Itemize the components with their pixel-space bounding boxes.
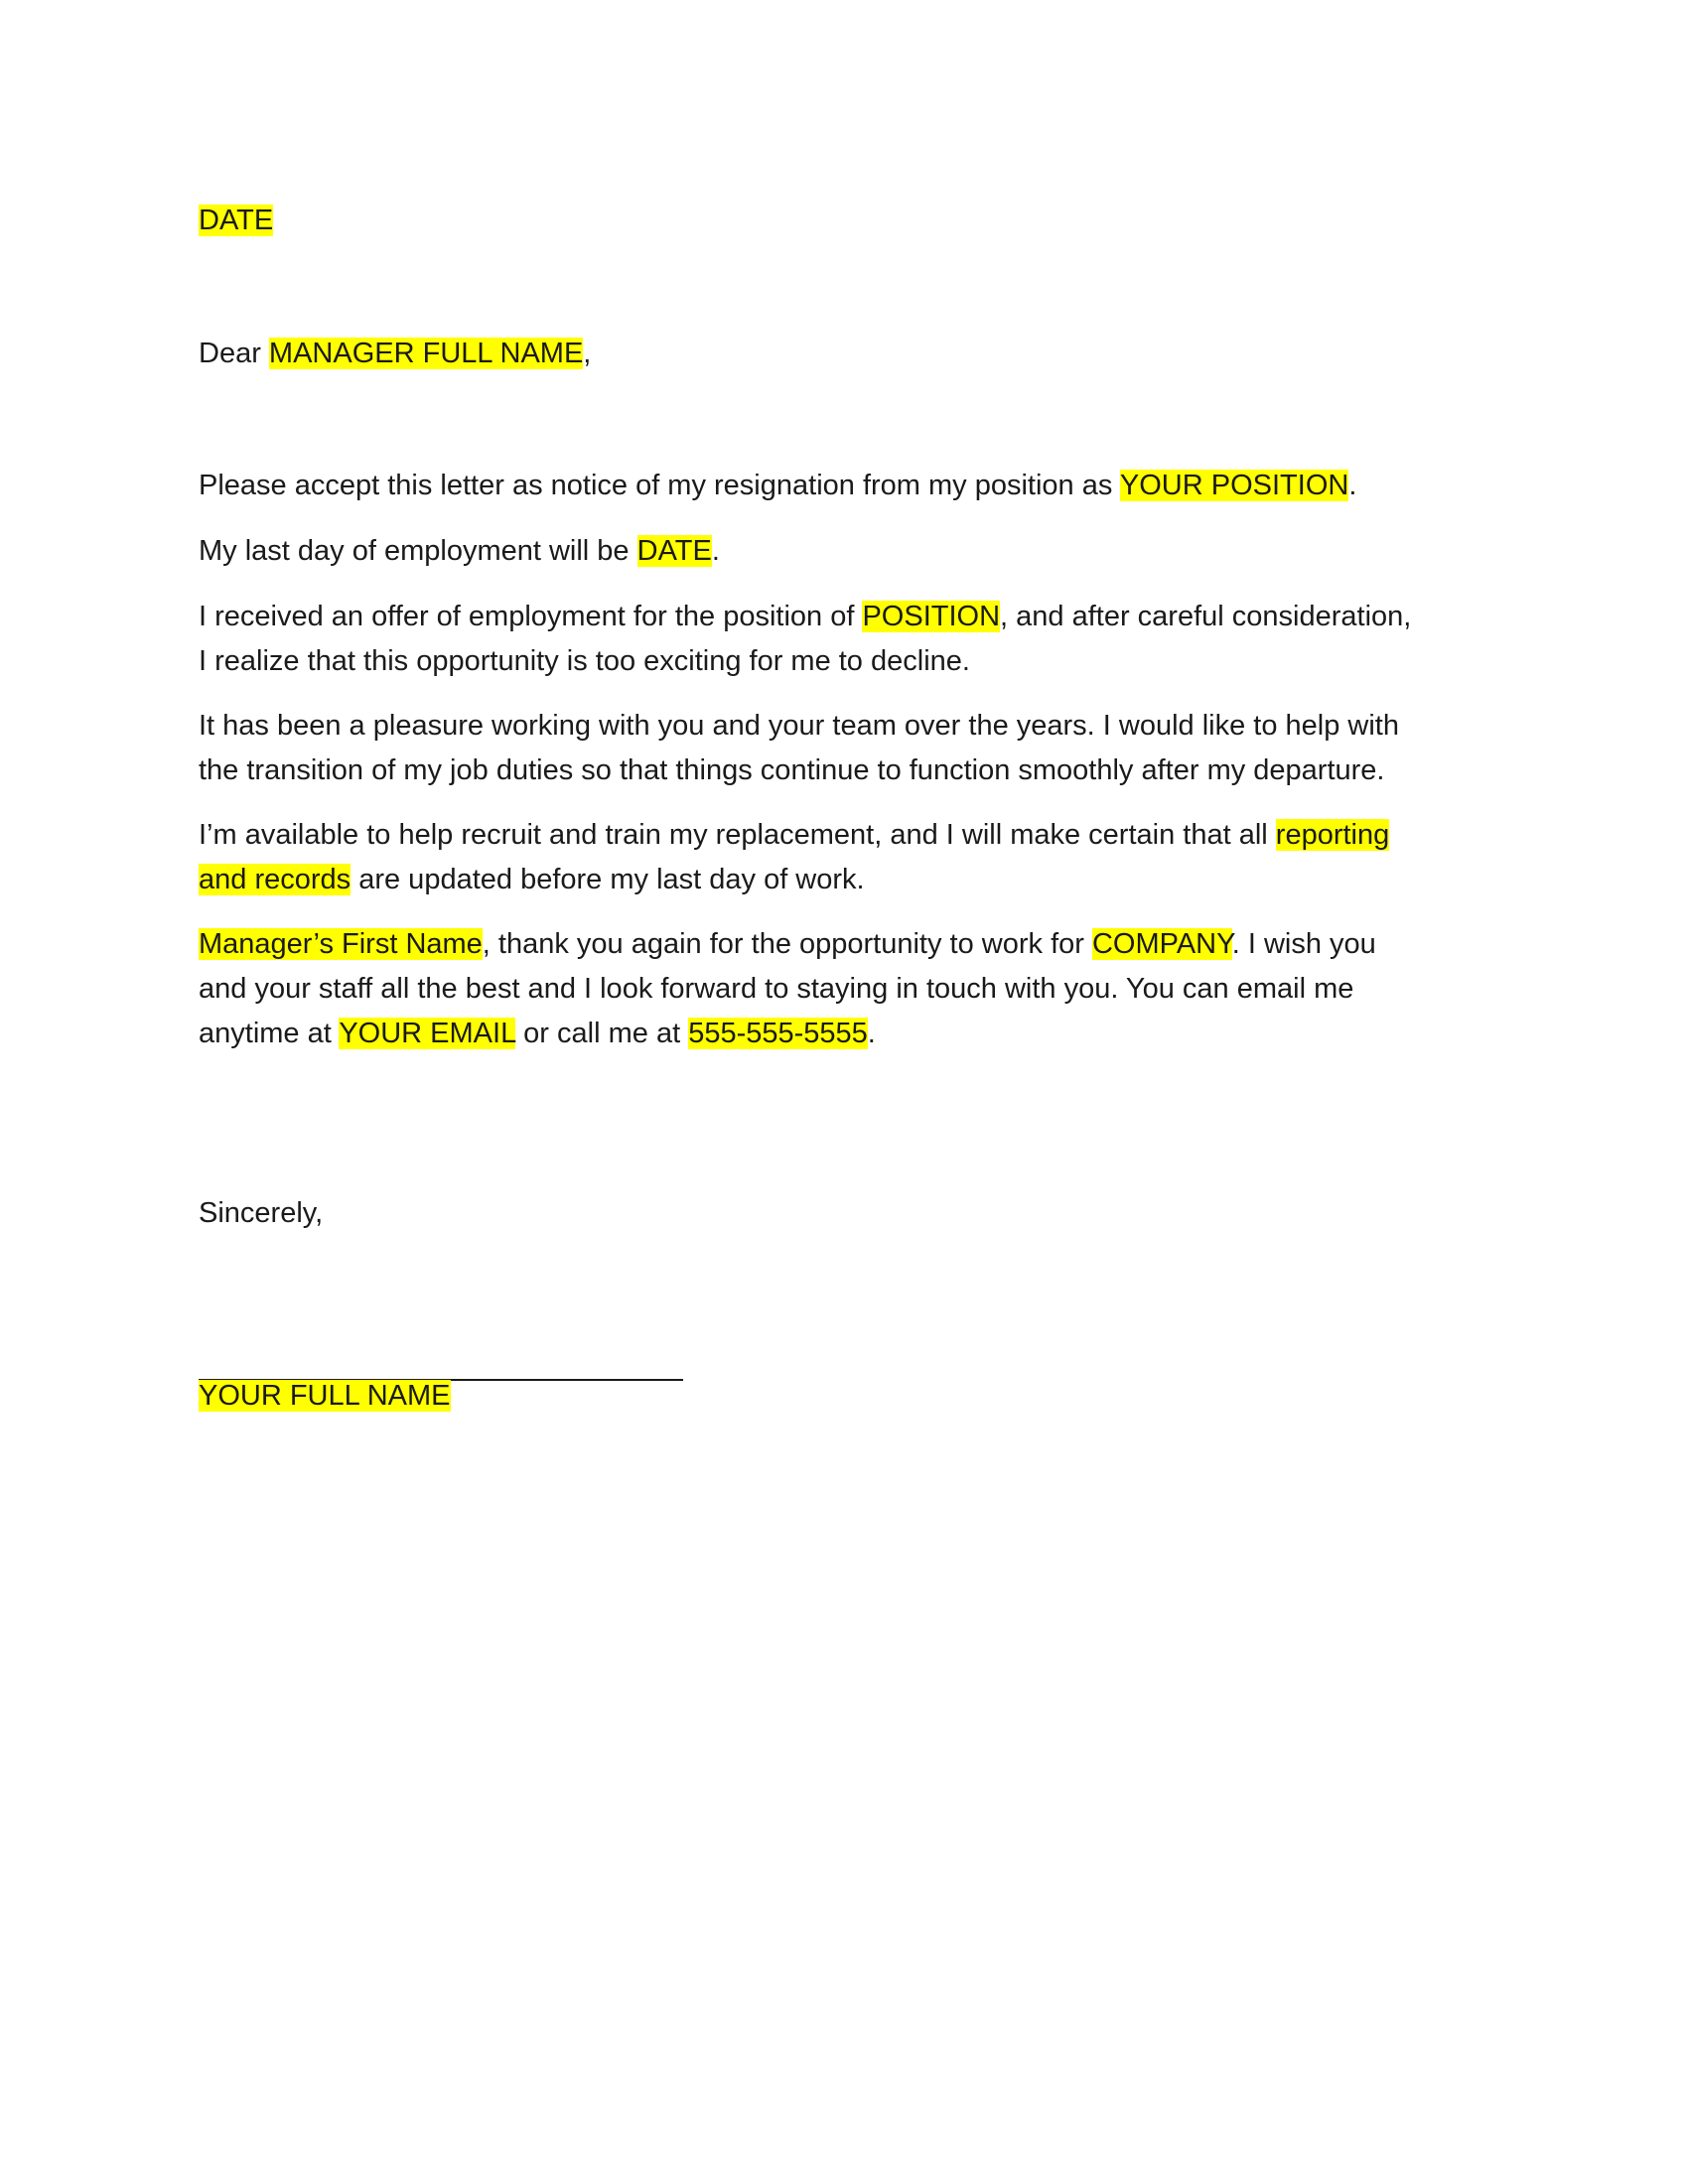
paragraph4-line2: the transition of my job duties so that things continue to function smoothly after my departure. bbox=[199, 754, 1385, 786]
company-placeholder: COMPANY bbox=[1091, 928, 1232, 960]
paragraph1-text: Please accept this letter as notice of my resignation from my position as bbox=[199, 470, 1120, 501]
paragraph3-text1: I received an offer of employment for the position of bbox=[199, 601, 863, 632]
your-position-placeholder: YOUR POSITION bbox=[1119, 470, 1349, 501]
paragraph5-text2: are updated before my last day of work. bbox=[351, 864, 865, 895]
phone-placeholder: 555-555-5555 bbox=[688, 1018, 868, 1049]
last-day-date-placeholder: DATE bbox=[636, 535, 712, 567]
salutation bbox=[199, 332, 1499, 376]
reporting-placeholder: reporting bbox=[1275, 819, 1390, 851]
records-placeholder: and records bbox=[199, 864, 352, 895]
new-position-placeholder: POSITION bbox=[862, 601, 1001, 632]
paragraph6-text1: , thank you again for the opportunity to work for bbox=[482, 928, 1092, 960]
paragraph6-line2: and your staff all the best and I look forward to staying in touch with you. You can email me bbox=[199, 973, 1354, 1005]
paragraph5-line2 bbox=[199, 858, 1499, 902]
paragraph5-line1 bbox=[199, 813, 1499, 858]
paragraph6-text2: . I wish you bbox=[1231, 928, 1376, 960]
date-placeholder: DATE bbox=[199, 205, 274, 236]
your-full-name-placeholder: YOUR FULL NAME bbox=[199, 1380, 451, 1412]
closing: Sincerely, bbox=[199, 1197, 324, 1229]
paragraph-resignation-notice bbox=[199, 464, 1499, 508]
paragraph-last-day bbox=[199, 529, 1499, 574]
paragraph1-end: . bbox=[1348, 470, 1357, 501]
date-line bbox=[199, 199, 1499, 243]
paragraph2-end: . bbox=[711, 535, 720, 567]
paragraph-thank-you bbox=[199, 922, 1499, 1056]
signature-name bbox=[199, 1374, 1499, 1419]
paragraph3-line1 bbox=[199, 595, 1499, 639]
manager-first-name-placeholder: Manager’s First Name bbox=[199, 928, 483, 960]
paragraph-new-offer bbox=[199, 595, 1499, 684]
paragraph6-text4: or call me at bbox=[515, 1018, 689, 1049]
paragraph6-line3 bbox=[199, 1012, 1499, 1056]
salutation-prefix: Dear bbox=[199, 338, 269, 369]
paragraph-pleasure bbox=[199, 704, 1499, 793]
paragraph6-text3: anytime at bbox=[199, 1018, 340, 1049]
paragraph5-text1: I’m available to help recruit and train my replacement, and I will make certain that all bbox=[199, 819, 1276, 851]
salutation-suffix: , bbox=[583, 338, 592, 369]
paragraph2-text: My last day of employment will be bbox=[199, 535, 637, 567]
paragraph6-end: . bbox=[867, 1018, 876, 1049]
paragraph3-line2: I realize that this opportunity is too exciting for me to decline. bbox=[199, 645, 970, 677]
paragraph-transition-help bbox=[199, 813, 1499, 902]
paragraph3-text2: , and after careful consideration, bbox=[1000, 601, 1412, 632]
your-email-placeholder: YOUR EMAIL bbox=[339, 1018, 516, 1049]
paragraph6-line1 bbox=[199, 922, 1499, 967]
paragraph4-line1: It has been a pleasure working with you and your team over the years. I would like to help with bbox=[199, 710, 1399, 742]
manager-full-name-placeholder: MANAGER FULL NAME bbox=[268, 338, 584, 369]
